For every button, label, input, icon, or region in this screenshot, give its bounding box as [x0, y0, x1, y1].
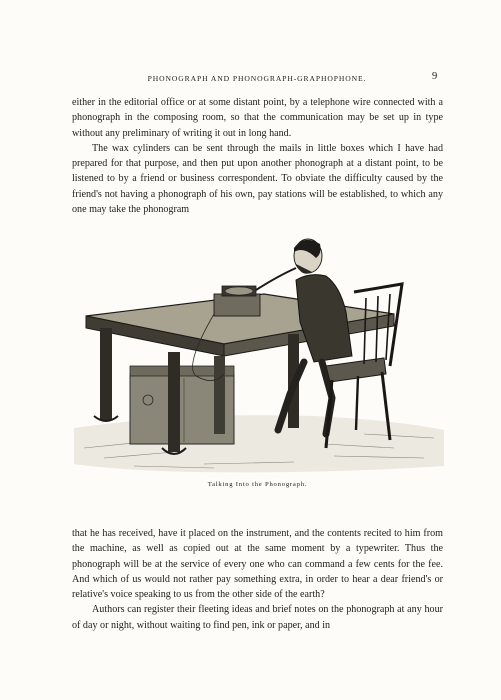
- paragraph: The wax cylinders can be sent through the mails in little boxes which I have had prepared for that purpose, and then put upon another phonograph at a distant point, to be listened to by a friend or business correspondent. To obviate the difficulty caused by the friend's not having a phonograph of his own, pay stations will be established, to which any one may take the phonogram: [72, 142, 443, 216]
- engraving-illustration: [64, 216, 450, 478]
- paragraph: that he has received, have it placed on the instrument, and the contents recited to him from the machine, as well as copied out at the same moment by a typewriter. Thus the phonograph will be at the service of every one who can command a few cents for the fee. And which of us would not rather pay something extra, in order to hear a dear friend's or relative's voice speaking to us from the other side of the earth?: [72, 528, 443, 601]
- figure-caption: Talking Into the Phonograph.: [207, 481, 308, 488]
- page-number: 9: [432, 71, 438, 82]
- body-text-bottom: [72, 526, 443, 633]
- paragraph: Authors can register their fleeting ideas and brief notes on the phonograph at any hour of day or night, without waiting to find pen, ink or paper, and in: [72, 604, 443, 631]
- running-head: PHONOGRAPH AND PHONOGRAPH-GRAPHOPHONE.: [147, 74, 367, 83]
- body-text-top: [72, 95, 443, 217]
- paragraph: either in the editorial office or at some distant point, by a telephone wire connected with a phonograph in the composing room, so that the communication may be set up in type without any preliminary of writing it out in long hand.: [72, 97, 443, 139]
